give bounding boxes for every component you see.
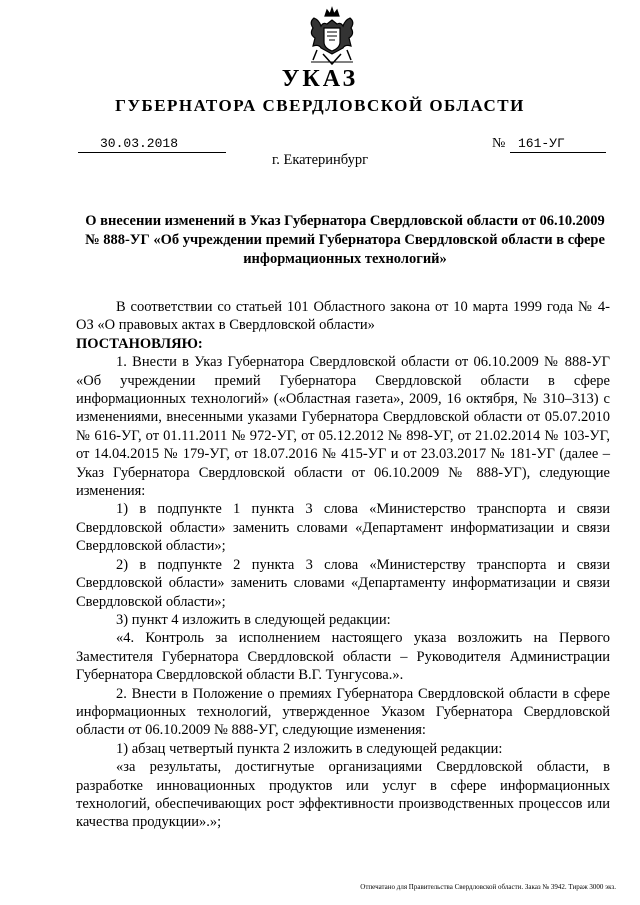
body-paragraph: «4. Контроль за исполнением настоящего указа возложить на Первого Заместителя Губернатора Свердловской области – Руководителя Администрации Губернатора Свердловской области В.Г. Тунгусова.». bbox=[76, 630, 610, 684]
document-issuer: ГУБЕРНАТОРА СВЕРДЛОВСКОЙ ОБЛАСТИ bbox=[115, 96, 525, 115]
coat-of-arms-emblem bbox=[305, 6, 359, 68]
body-paragraph: 1) в подпункте 1 пункта 3 слова «Министерство транспорта и связи Свердловской области» заменить словами «Департамент информатизации и связи Свердловской области»; bbox=[76, 501, 610, 555]
body-paragraph: 2. Внести в Положение о премиях Губернатора Свердловской области в сфере информационных технологий, утвержденное Указом Губернатора Свердловской области от 06.10.2009 № 888-УГ, следующие изменения: bbox=[76, 685, 610, 739]
document-number: 161-УГ bbox=[510, 136, 606, 153]
print-note: Отпечатано для Правительства Свердловской области. Заказ № 3942. Тираж 3000 экз. bbox=[360, 883, 616, 891]
document-heading: О внесении изменений в Указ Губернатора Свердловской области от 06.10.2009 № 888-УГ «Об учреждении премий Губернатора Свердловской области в сфере информационных технологий» bbox=[85, 213, 605, 267]
body-paragraph: «за результаты, достигнутые организациями Свердловской области, в разработке инновационных продуктов или услуг в сфере информационных технологий, обеспечивающих рост эффективности производственных процессов или качества продукции».»; bbox=[76, 759, 610, 831]
body-paragraph: 1. Внести в Указ Губернатора Свердловской области от 06.10.2009 № 888-УГ «Об учреждении премий Губернатора Свердловской области в сфере информационных технологий» («Областная газета», 2009, 16 октября, № 310–313) с изменениями, внесенными указами Губернатора Свердловской области от 05.07.2010 № 616-УГ, от 01.11.2011 № 972-УГ, от 05.12.2012 № 898-УГ, от 21.02.2014 № 103-УГ, от 14.04.2015 № 179-УГ, от 18.07.2016 № 415-УГ и от 23.03.2017 № 181-УГ (далее – Указ Губернатора Свердловской области от 06.10.2009 № 888-УГ), следующие изменения: bbox=[76, 354, 610, 500]
body-paragraph: 2) в подпункте 2 пункта 3 слова «Министерству транспорта и связи Свердловской области» заменить словами «Департаменту информатизации и связи Свердловской области»; bbox=[76, 556, 610, 610]
document-city: г. Екатеринбург bbox=[271, 152, 369, 168]
document-date: 30.03.2018 bbox=[78, 136, 226, 153]
body-paragraph: 3) пункт 4 изложить в следующей редакции: bbox=[116, 611, 391, 628]
preamble-paragraph: В соответствии со статьей 101 Областного закона от 10 марта 1999 года № 4-ОЗ «О правовых актах в Свердловской области» bbox=[76, 299, 610, 334]
document-title: УКАЗ bbox=[281, 66, 359, 92]
body-paragraph: 1) абзац четвертый пункта 2 изложить в следующей редакции: bbox=[116, 740, 503, 757]
decree-word: ПОСТАНОВЛЯЮ: bbox=[76, 335, 203, 352]
document-body bbox=[76, 298, 610, 832]
number-label: № bbox=[492, 136, 506, 151]
